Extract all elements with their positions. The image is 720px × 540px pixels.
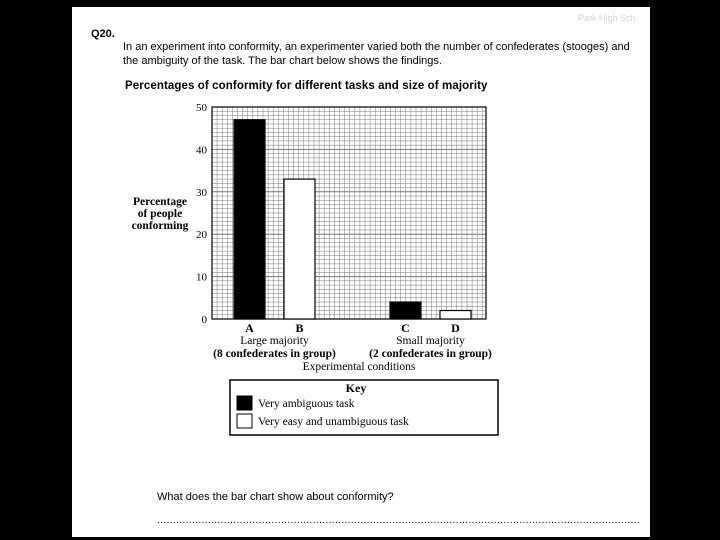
y-tick-label: 50 <box>196 103 207 114</box>
y-tick-label: 20 <box>196 229 207 242</box>
y-axis-label-line: conforming <box>131 220 189 232</box>
y-tick-label: 40 <box>196 144 207 157</box>
y-axis-label-line: of people <box>137 208 183 220</box>
group-label: Large majority <box>240 335 309 347</box>
y-axis-ticks <box>196 103 208 326</box>
worksheet-page <box>72 7 650 537</box>
key-entry-label: Very ambiguous task <box>258 398 355 410</box>
y-axis-label <box>132 196 189 232</box>
y-tick-label: 30 <box>196 186 207 199</box>
y-tick-label: 0 <box>201 314 207 326</box>
bar-d <box>440 311 471 319</box>
category-label-c: C <box>401 321 410 335</box>
x-axis-categories <box>245 321 460 335</box>
category-label-d: D <box>451 321 460 335</box>
bar-b <box>284 179 315 319</box>
key-swatch <box>237 414 252 428</box>
y-axis-label-line: Percentage <box>132 196 188 208</box>
chart-key <box>230 380 498 435</box>
group-label: Small majority <box>396 335 465 347</box>
bar-chart <box>120 103 560 448</box>
answer-line[interactable]: ........................................................................................................................................................ <box>157 515 641 526</box>
group-sublabel: (2 confederates in group) <box>369 348 492 360</box>
category-label-a: A <box>245 321 254 335</box>
question-prompt: What does the bar chart show about conformity? <box>157 491 394 503</box>
x-axis-label: Experimental conditions <box>302 361 416 373</box>
bar-a <box>234 120 265 319</box>
key-entry-label: Very easy and unambiguous task <box>258 416 409 428</box>
question-number: Q20. <box>91 28 115 40</box>
group-sublabel: (8 confederates in group) <box>213 348 336 360</box>
question-intro: In an experiment into conformity, an experimenter varied both the number of confederates (stooges) and the ambiguity of the task. The bar chart below shows the findings. <box>123 41 630 67</box>
bar-c <box>390 302 421 319</box>
watermark: Park High Sch <box>578 13 636 23</box>
key-title: Key <box>345 381 367 395</box>
key-swatch <box>237 396 252 410</box>
y-tick-label: 10 <box>196 271 207 284</box>
chart-title: Percentages of conformity for different tasks and size of majority <box>125 80 488 92</box>
x-axis-group-labels <box>213 335 492 360</box>
category-label-b: B <box>295 321 304 335</box>
